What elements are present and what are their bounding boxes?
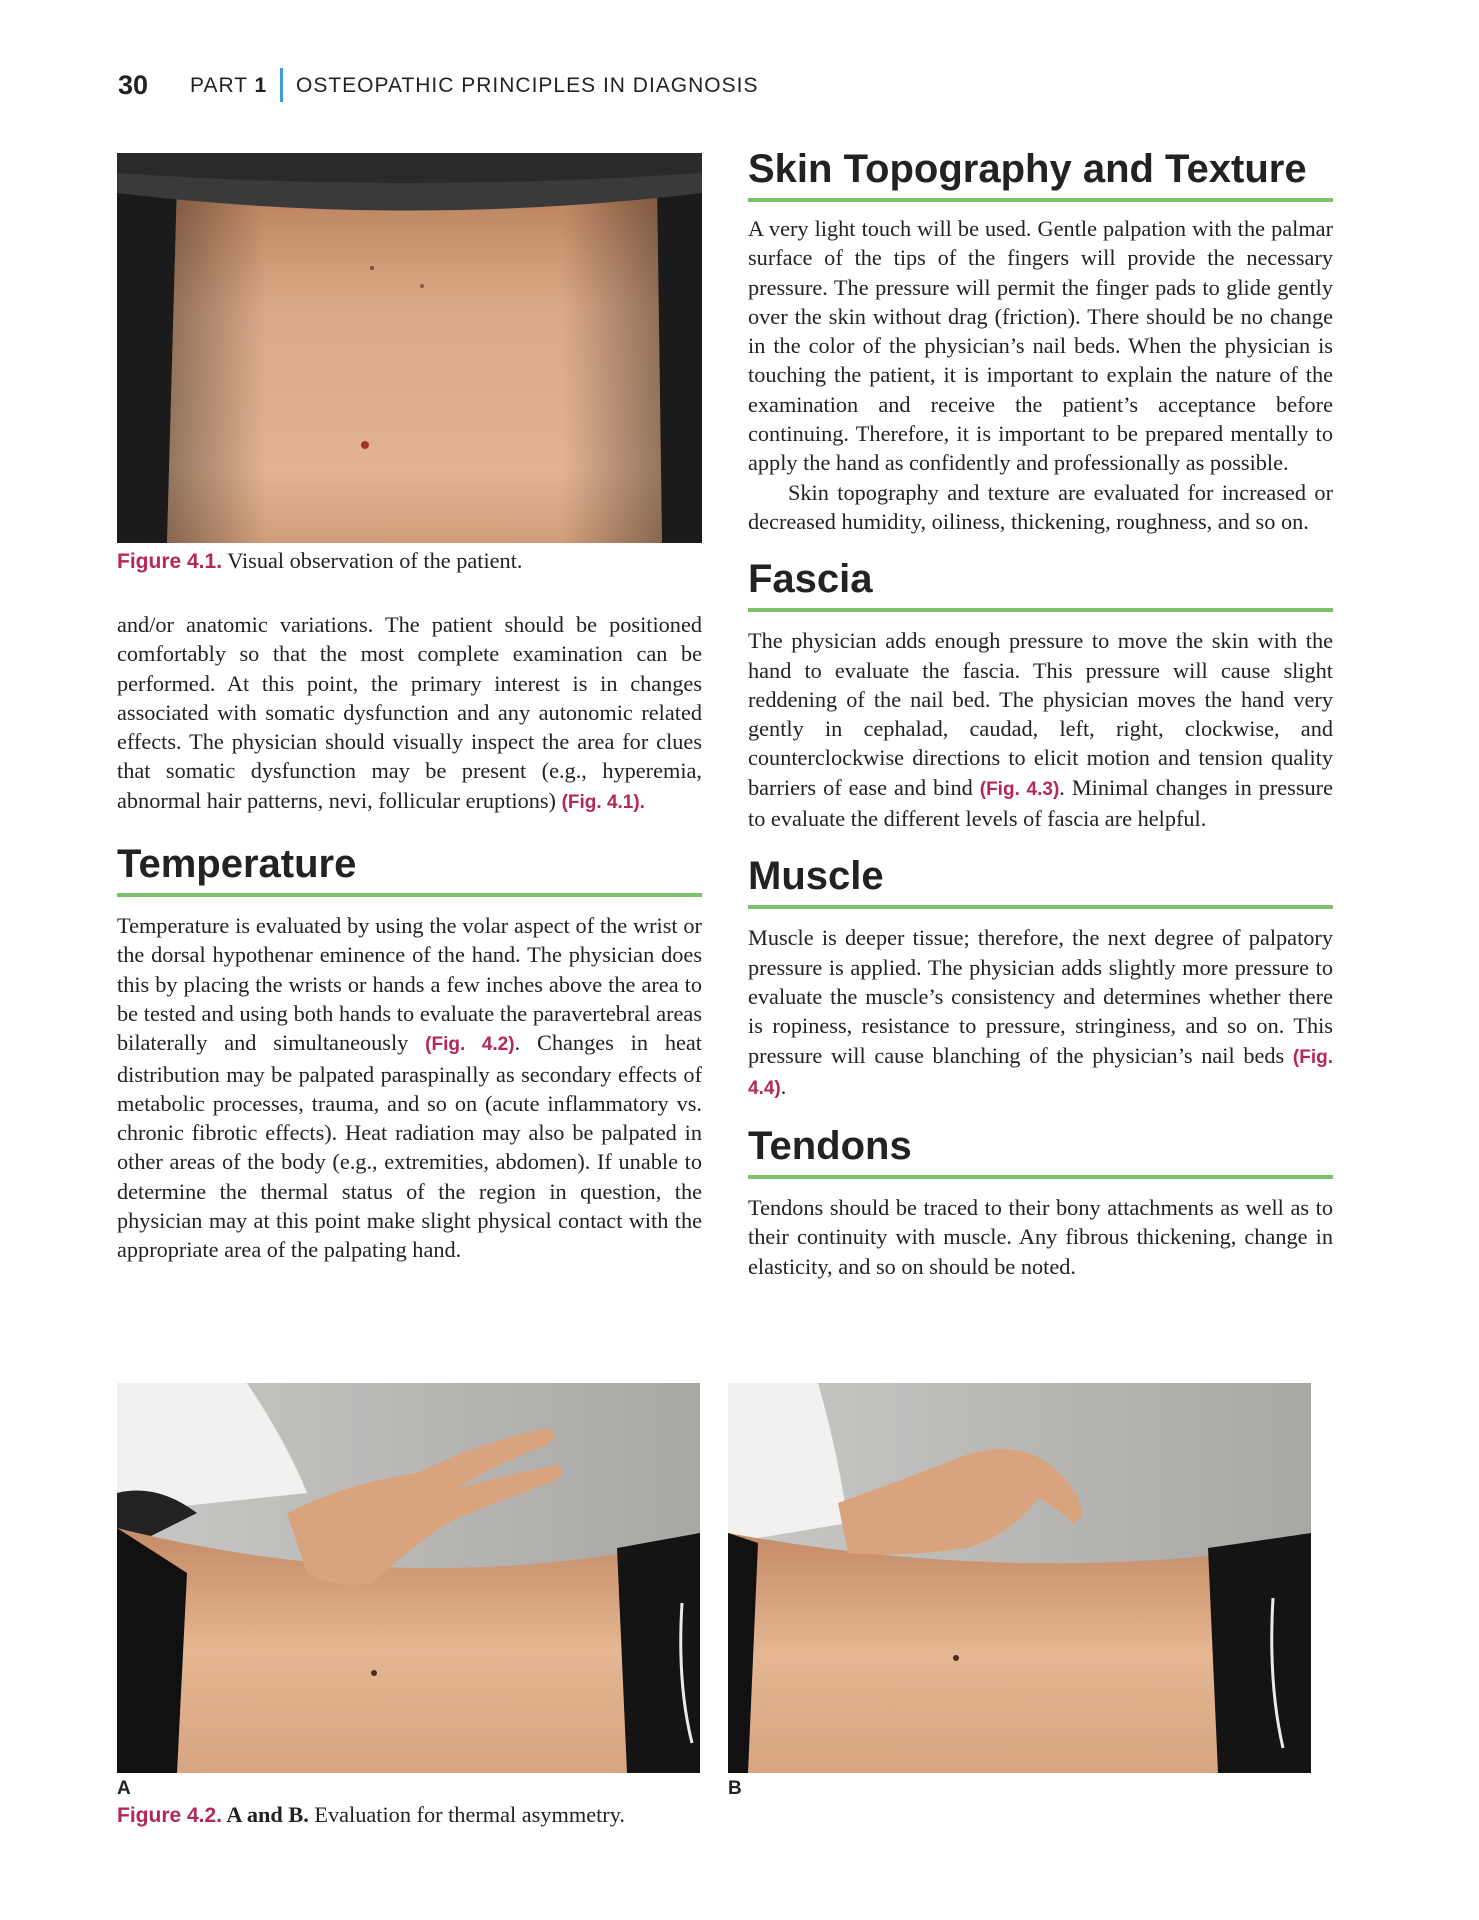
figure-4-2-a-photo <box>117 1383 700 1773</box>
running-header <box>118 66 1358 106</box>
figure-4-2-panel-a-label: A <box>117 1778 131 1799</box>
fascia-paragraph: The physician adds enough pressure to move the skin with the hand to evaluate the fascia. This pressure will cause slight reddening of the nail bed. The physician moves the hand very gently in cephalad, caudad, left, right, clockwise, and counterclockwise directions to elicit motion and tension quality barriers of ease and bind (Fig. 4.3). Minimal changes in pressure to evaluate the different levels of fascia are helpful. <box>748 628 1334 832</box>
temperature-heading: Temperature <box>117 841 702 897</box>
figure-4-1-caption: Figure 4.1. Visual observation of the patient. <box>117 548 523 573</box>
muscle-heading: Muscle <box>748 853 1333 909</box>
part-number: 1 <box>254 74 268 97</box>
tendons-paragraph: Tendons should be traced to their bony attachments as well as to their continuity with muscle. Any fibrous thickening, change in elasticity, and so on should be noted. <box>748 1195 1333 1279</box>
fig-4-1-link[interactable]: (Fig. 4.1). <box>561 791 645 813</box>
right-column <box>748 146 1333 1281</box>
fig-4-2-link[interactable]: (Fig. 4.2) <box>425 1034 515 1056</box>
part-label: PART 1 <box>190 74 268 97</box>
skin-paragraph-2: Skin topography and texture are evaluated for increased or decreased humidity, oiliness, thickening, roughness, and so on. <box>748 479 1333 534</box>
figure-4-2-caption: Figure 4.2. A and B. Evaluation for thermal asymmetry. <box>117 1802 625 1827</box>
section-title: OSTEOPATHIC PRINCIPLES IN DIAGNOSIS <box>296 74 759 97</box>
fig-4-4-link[interactable]: (Fig. 4.4) <box>748 1046 1333 1099</box>
fig-4-3-link[interactable]: (Fig. 4.3) <box>979 778 1060 800</box>
figure-4-1-photo <box>117 153 702 543</box>
figure-4-2-label: Figure 4.2. <box>117 1804 223 1827</box>
figure-4-1-label: Figure 4.1. <box>117 550 223 573</box>
intro-paragraph: and/or anatomic variations. The patient should be positioned comfortably so that the most complete examination can be performed. At this point, the primary interest is in changes associated with somatic dysfunction and any autonomic related effects. The physician should visually inspect the area for clues that somatic dysfunction may be present (e.g., hyperemia, abnormal hair patterns, nevi, follicular eruptions) (Fig. 4.1). <box>117 612 702 813</box>
fascia-heading: Fascia <box>748 556 1333 612</box>
muscle-paragraph: Muscle is deeper tissue; therefore, the next degree of palpatory pressure is applied. The physician adds slightly more pressure to evaluate the muscle’s consistency and determines whether there is ropiness, resistance to pressure, stringiness, and so on. This pressure will cause blanching of the physician’s nail beds (Fig. 4.4). <box>748 925 1333 1099</box>
left-column <box>117 610 702 1265</box>
figure-4-2-panel-b-label: B <box>728 1778 742 1799</box>
hand-above-back-image-b <box>728 1383 1311 1773</box>
hand-above-back-image-a <box>117 1383 700 1773</box>
skin-topography-heading: Skin Topography and Texture <box>748 146 1333 202</box>
skin-paragraph-1: A very light touch will be used. Gentle palpation with the palmar surface of the tips of the fingers will provide the necessary pressure. The pressure will permit the finger pads to glide gently over the skin without drag (friction). There should be no change in the color of the physician’s nail beds. When the physician is touching the patient, it is important to explain the nature of the examination and receive the patient’s acceptance before continuing. Therefore, it is important to be prepared mentally to apply the hand as confidently and professionally as possible. <box>748 216 1333 476</box>
tendons-heading: Tendons <box>748 1123 1333 1179</box>
temperature-paragraph: Temperature is evaluated by using the volar aspect of the wrist or the dorsal hypothenar eminence of the hand. The physician does this by placing the wrists or hands a few inches above the area to be tested and using both hands to evaluate the paravertebral areas bilaterally and simultaneously (Fig. 4.2). Changes in heat distribution may be palpated paraspinally as secondary effects of metabolic processes, trauma, and so on (acute inflammatory vs. chronic fibrotic effects). Heat radiation may also be palpated in other areas of the body (e.g., extremities, abdomen). If unable to determine the thermal status of the region in question, the physician may at this point make slight physical contact with the appropriate area of the palpating hand. <box>117 913 702 1263</box>
page-number: 30 <box>118 70 149 100</box>
back-photo-image <box>117 153 702 543</box>
header-divider <box>280 68 283 102</box>
figure-4-2-b-photo <box>728 1383 1311 1773</box>
